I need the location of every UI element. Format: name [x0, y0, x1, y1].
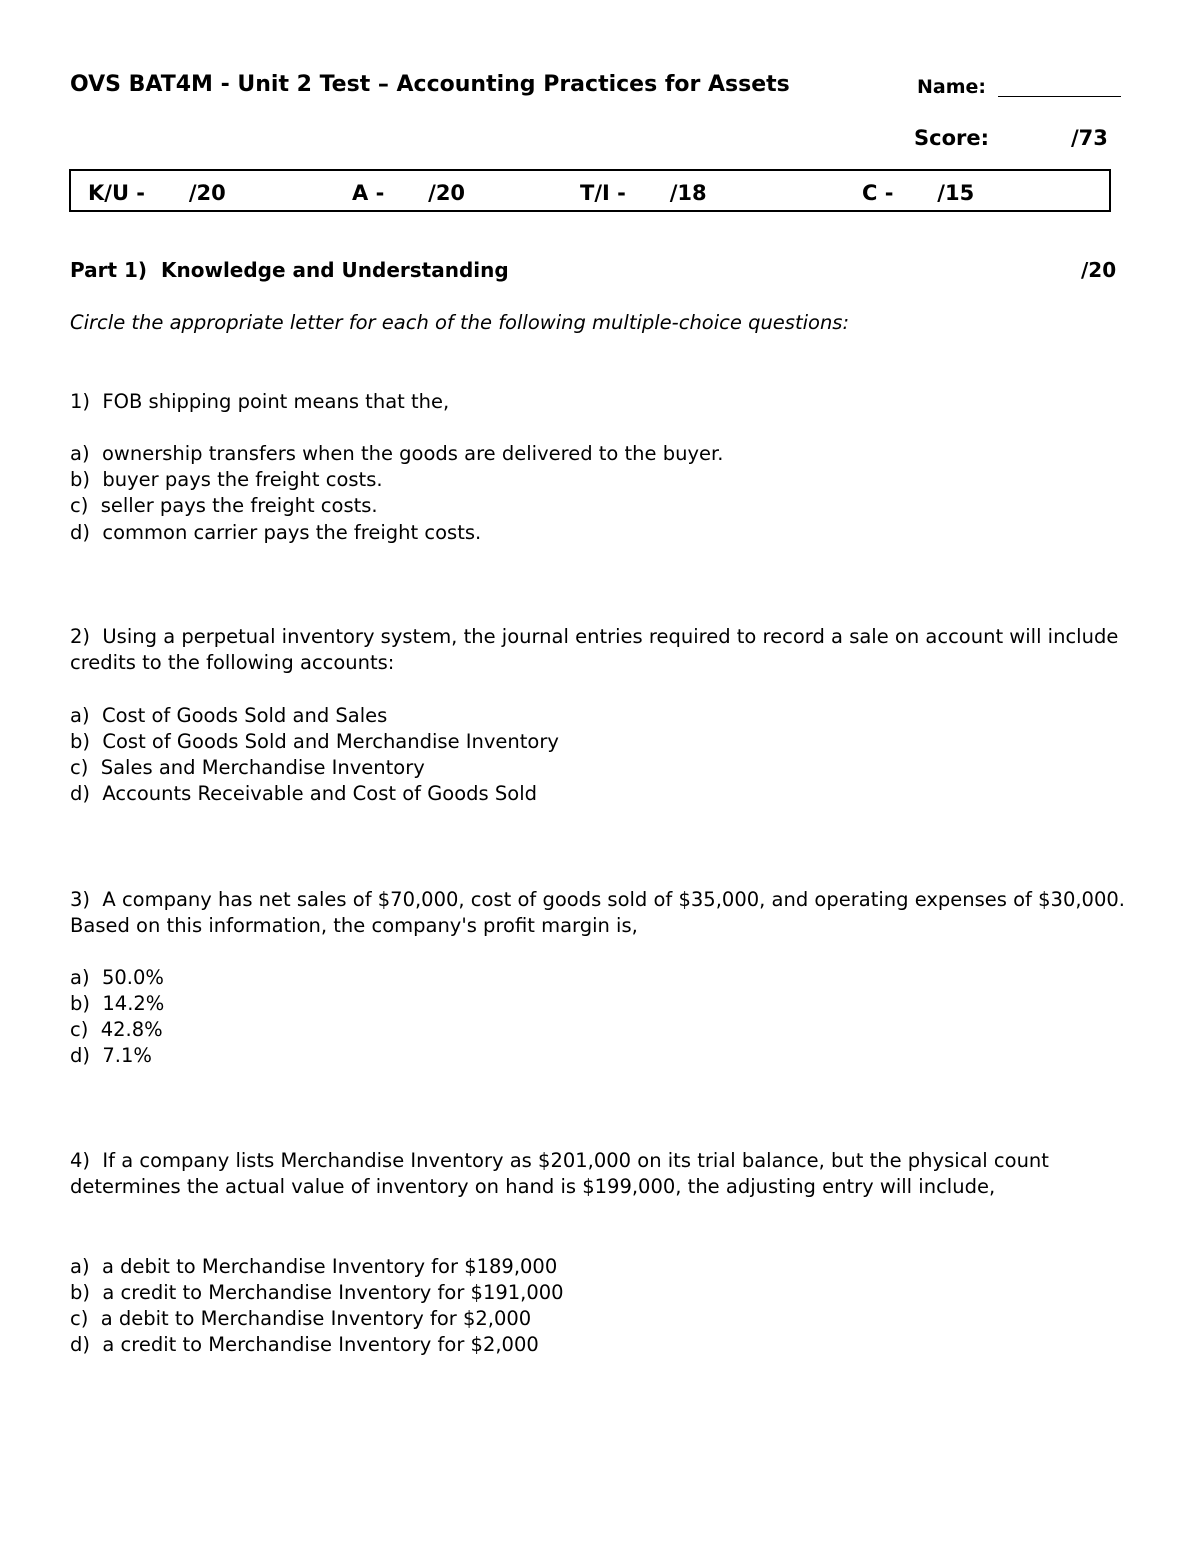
score-ti: T/I - /18 [580, 181, 707, 205]
part1-instructions: Circle the appropriate letter for each of the following multiple-choice questions: [70, 311, 850, 334]
question-3-option-c[interactable]: c) 42.8% [70, 1018, 163, 1041]
question-4-option-b[interactable]: b) a credit to Merchandise Inventory for $191,000 [70, 1281, 564, 1304]
score-c: C - /15 [862, 181, 975, 205]
question-1-option-c[interactable]: c) seller pays the freight costs. [70, 494, 378, 517]
question-1-option-b[interactable]: b) buyer pays the freight costs. [70, 468, 383, 491]
question-2-stem: 2) Using a perpetual inventory system, the journal entries required to record a sale on account will include credits to the following accounts: [70, 625, 1125, 674]
part1-heading: Part 1) Knowledge and Understanding [70, 258, 509, 282]
question-1-option-d[interactable]: d) common carrier pays the freight costs. [70, 521, 482, 544]
question-2-option-a[interactable]: a) Cost of Goods Sold and Sales [70, 704, 388, 727]
question-4-stem: 4) If a company lists Merchandise Inventory as $201,000 on its trial balance, but the physical count determines the actual value of inventory on hand is $199,000, the adjusting entry will include, [70, 1149, 1056, 1198]
name-label: Name: [917, 76, 987, 98]
question-3-option-d[interactable]: d) 7.1% [70, 1044, 152, 1067]
question-4-option-c[interactable]: c) a debit to Merchandise Inventory for $2,000 [70, 1307, 532, 1330]
question-2-option-b[interactable]: b) Cost of Goods Sold and Merchandise Inventory [70, 730, 559, 753]
part1-marks: /20 [1081, 258, 1117, 282]
question-1-option-a[interactable]: a) ownership transfers when the goods are delivered to the buyer. [70, 442, 724, 465]
name-blank-line[interactable] [998, 96, 1121, 97]
question-2-option-d[interactable]: d) Accounts Receivable and Cost of Goods Sold [70, 782, 538, 805]
question-3-option-a[interactable]: a) 50.0% [70, 966, 164, 989]
score-total: /73 [1071, 126, 1108, 150]
question-1-stem: 1) FOB shipping point means that the, [70, 390, 450, 413]
score-label: Score: [914, 126, 989, 150]
question-3-option-b[interactable]: b) 14.2% [70, 992, 165, 1015]
question-4-option-a[interactable]: a) a debit to Merchandise Inventory for $189,000 [70, 1255, 558, 1278]
question-2-option-c[interactable]: c) Sales and Merchandise Inventory [70, 756, 425, 779]
page-title: OVS BAT4M - Unit 2 Test – Accounting Practices for Assets [70, 72, 790, 97]
question-4-option-d[interactable]: d) a credit to Merchandise Inventory for $2,000 [70, 1333, 539, 1356]
question-3-stem: 3) A company has net sales of $70,000, cost of goods sold of $35,000, and operating expenses of $30,000. Based on this information, the company's profit margin is, [70, 888, 1132, 937]
score-ku: K/U - /20 [88, 181, 226, 205]
score-a: A - /20 [352, 181, 466, 205]
